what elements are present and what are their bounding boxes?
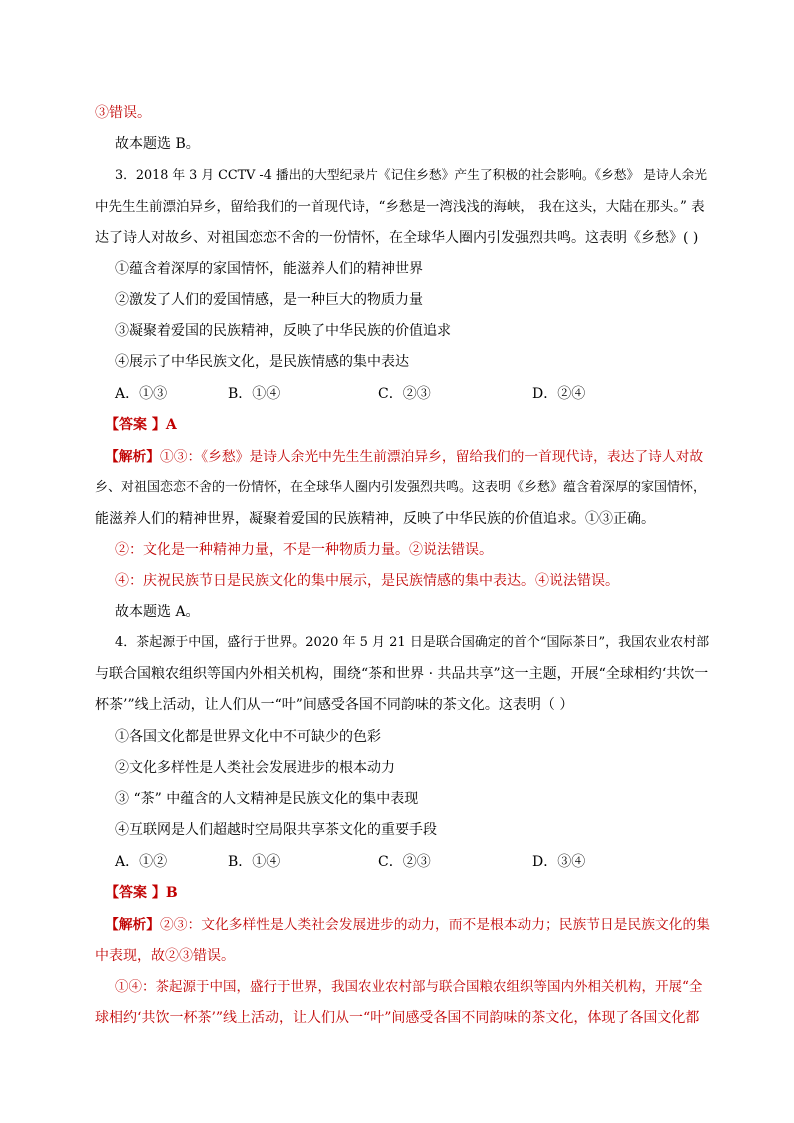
q3-wrong-line-1: ②：文化是一种精神力量，不是一种物质力量。②说法错误。 <box>115 542 493 558</box>
q4-answer-tag: 【答案 】 <box>105 885 166 901</box>
q3-wrong-line-2: ④：庆祝民族节日是民族文化的集中展示，是民族情感的集中表达。④说法错误。 <box>115 573 619 589</box>
q4-option-d: D．③④ <box>532 854 586 870</box>
q4-answer <box>105 883 178 903</box>
q3-option-a: A．①③ <box>115 386 168 402</box>
q4-option-c: C．②③ <box>378 854 431 870</box>
q3-item-2: ②激发了人们的爱国情感，是一种巨大的物质力量 <box>115 292 423 308</box>
q3-analysis-line-2: 乡、对祖国恋恋不舍的一份情怀，在全球华人圈内引发强烈共鸣。这表明《乡愁》蕴含着深厚的家国情怀， <box>95 480 707 495</box>
q4-analysis-tag: 【解析】 <box>105 917 161 933</box>
q4-analysis-line-1: 【解析】②③：文化多样性是人类社会发展进步的动力，而不是根本动力；民族节日是民族文化的集 <box>105 917 711 933</box>
prev-conclusion: 故本题选 B。 <box>115 136 200 152</box>
q3-stem-line-3: 达了诗人对故乡、对祖国恋恋不舍的一份情怀，在全球华人圈内引发强烈共鸣。这表明《乡愁》( ) <box>95 230 699 246</box>
q4-correct-line-1: ①④：茶起源于中国，盛行于世界，我国农业农村部与联合国粮农组织等国内外相关机构，开展“全 <box>115 979 703 995</box>
q3-item-1: ①蕴含着深厚的家国情怀，能滋养人们的精神世界 <box>115 261 423 277</box>
q4-option-a: A．①② <box>115 854 168 870</box>
q3-item-4: ④展示了中华民族文化，是民族情感的集中表达 <box>115 354 409 370</box>
q4-stem-line-3: 杯茶’”线上活动，让人们从一“叶”间感受各国不同韵味的茶文化。这表明（ ） <box>95 697 574 713</box>
q4-item-1: ①各国文化都是世界文化中不可缺少的色彩 <box>115 729 381 745</box>
q4-item-4: ④互联网是人们超越时空局限共享茶文化的重要手段 <box>115 822 437 838</box>
q4-stem-line-1: 4．茶起源于中国，盛行于世界。2020 年 5 月 21 日是联合国确定的首个“国际茶日”，我国农业农村部 <box>115 635 710 650</box>
q3-answer-value: A <box>165 417 177 433</box>
q3-option-d: D．②④ <box>532 386 586 402</box>
q3-analysis-line-3: 能滋养人们的精神世界，凝聚着爱国的民族精神，反映了中华民族的价值追求。①③正确。 <box>95 511 655 527</box>
q3-stem-line-1: 3．2018 年 3 月 CCTV -4 播出的大型纪录片《记住乡愁》产生了积极的社会影响。《乡愁》 是诗人余光 <box>115 168 708 183</box>
q4-option-b: B．①④ <box>228 854 281 870</box>
q4-stem-line-2: 与联合国粮农组织等国内外相关机构，围绕“茶和世界 · 共品共享”这一主题，开展“全球相约‘共饮一 <box>95 666 709 682</box>
q3-stem-line-2: 中先生生前漂泊异乡，留给我们的一首现代诗，“乡愁是一湾浅浅的海峡， 我在这头，大陆在那头。” 表 <box>95 199 705 215</box>
prev-analysis-line: ③错误。 <box>95 105 151 121</box>
q4-answer-value: B <box>165 885 178 901</box>
q4-analysis-line-2: 中表现，故②③错误。 <box>95 948 235 964</box>
q3-answer-tag: 【答案 】 <box>105 417 166 433</box>
q4-item-2: ②文化多样性是人类社会发展进步的根本动力 <box>115 760 395 776</box>
q3-analysis-line-1: 【解析】①③：《乡愁》是诗人余光中先生生前漂泊异乡，留给我们的一首现代诗，表达了诗人对故 <box>105 449 704 465</box>
q4-correct-line-2: 球相约‘共饮一杯茶’”线上活动，让人们从一“叶”间感受各国不同韵味的茶文化，体现了各国文化都 <box>95 1010 700 1026</box>
q3-option-c: C．②③ <box>378 386 431 402</box>
q3-item-3: ③凝聚着爱国的民族精神，反映了中华民族的价值追求 <box>115 323 451 339</box>
q3-option-b: B．①④ <box>228 386 281 402</box>
q4-item-3: ③ “茶” 中蕴含的人文精神是民族文化的集中表现 <box>115 791 419 807</box>
q3-conclusion: 故本题选 A。 <box>115 604 200 620</box>
q3-analysis-tag: 【解析】 <box>105 449 161 465</box>
q3-answer <box>105 415 177 435</box>
